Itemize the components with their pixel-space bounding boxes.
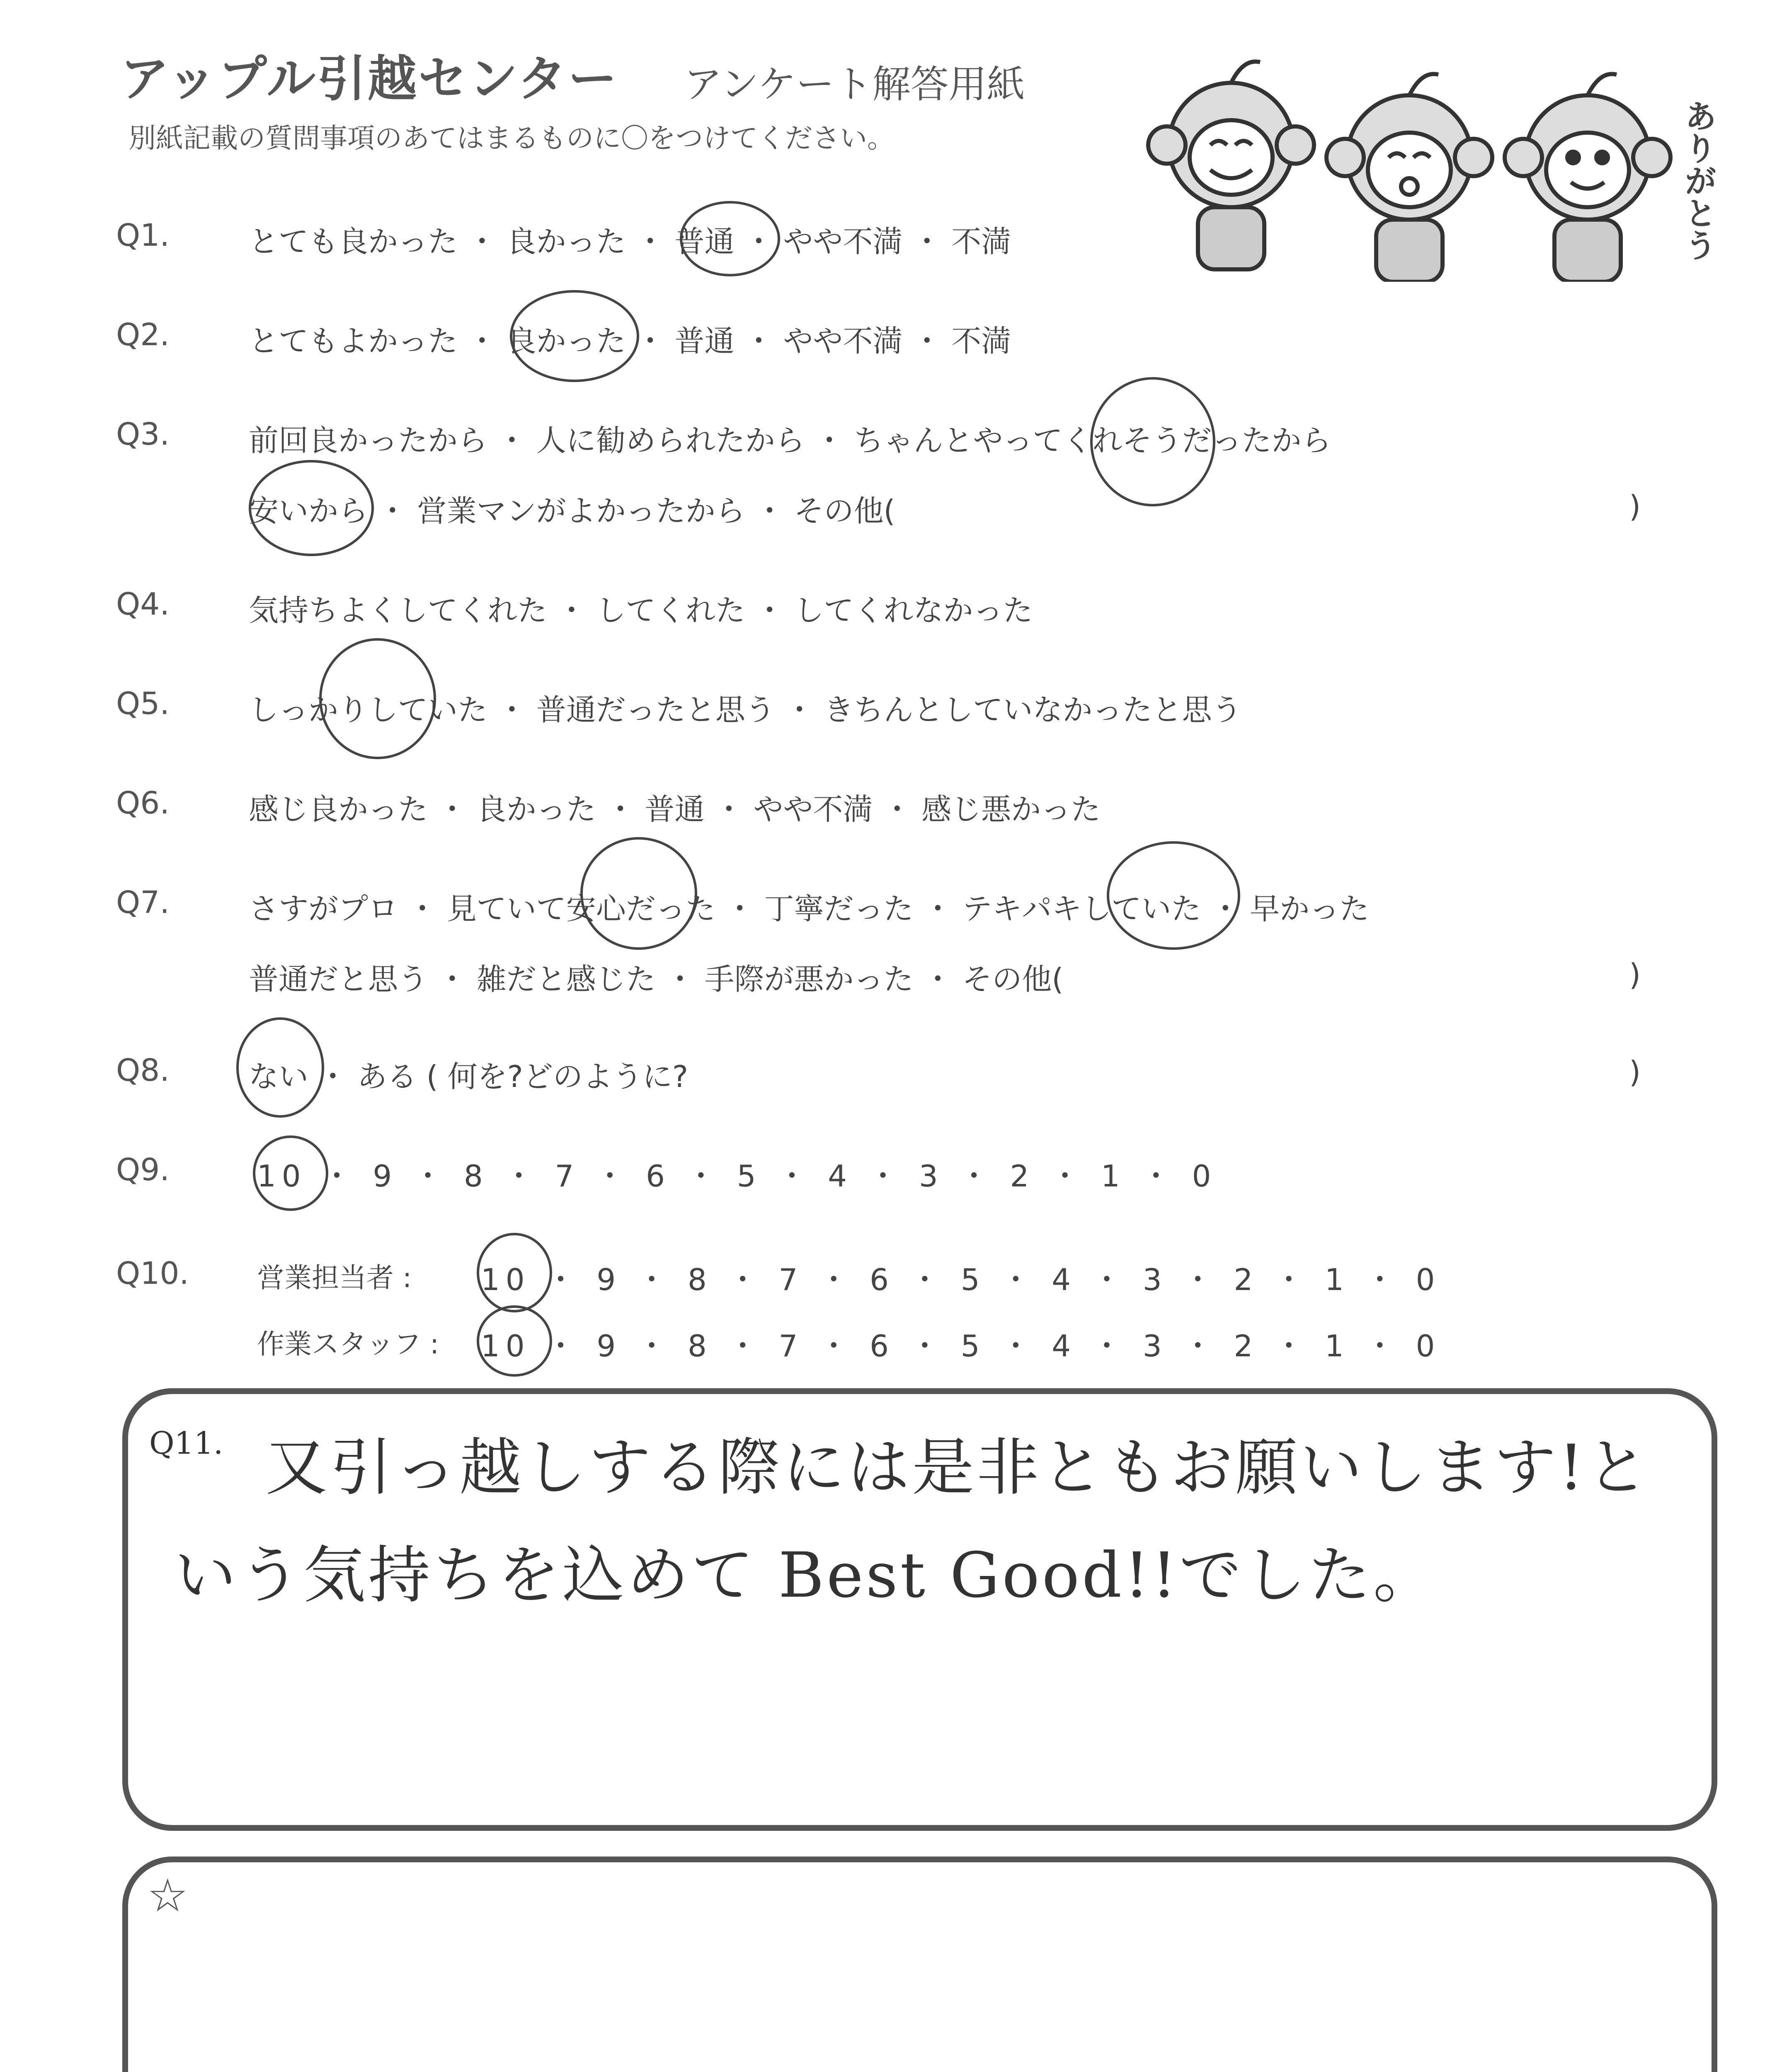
q2-number: Q2. (116, 317, 170, 353)
q3-number: Q3. (116, 416, 170, 452)
q11-answer-line1: 又引っ越しする際には是非ともお願いします!と (265, 1432, 1651, 1504)
q7-answer-circle-1 (580, 837, 697, 950)
company-title: アップル引越センター (120, 50, 619, 107)
free-comment-box[interactable] (122, 1857, 1717, 2072)
q3-answer-circle-1 (1090, 377, 1215, 506)
q9-scale[interactable]: 10 ・ 9 ・ 8 ・ 7 ・ 6 ・ 5 ・ 4 ・ 3 ・ 2 ・ 1 ・ 0 (257, 1159, 1217, 1193)
q1-answer-circle (680, 201, 780, 276)
q11-number: Q11. (149, 1426, 223, 1461)
form-title: アンケート解答用紙 (684, 62, 1025, 107)
mascot-caption: ありがとう (1679, 99, 1717, 261)
q10-sales-scale[interactable]: 10 ・ 9 ・ 8 ・ 7 ・ 6 ・ 5 ・ 4 ・ 3 ・ 2 ・ 1 ・ 0 (481, 1262, 1441, 1297)
q5-number: Q5. (116, 686, 170, 721)
q10-sales-label: 営業担当者 : (257, 1262, 412, 1294)
q7-answer-circle-2 (1107, 841, 1240, 950)
q10-staff-scale[interactable]: 10 ・ 9 ・ 8 ・ 7 ・ 6 ・ 5 ・ 4 ・ 3 ・ 2 ・ 1 ・ 0 (481, 1329, 1441, 1363)
q5-options[interactable]: しっかりしていた ・ 普通だったと思う ・ きちんとしていなかったと思う (249, 692, 1242, 727)
q8-number: Q8. (116, 1053, 170, 1088)
instruction-text: 別紙記載の質問事項のあてはまるものに〇をつけてください。 (128, 122, 895, 154)
q4-number: Q4. (116, 586, 170, 622)
q4-options[interactable]: 気持ちよくしてくれた ・ してくれた ・ してくれなかった (249, 593, 1033, 628)
q10-number: Q10. (116, 1256, 189, 1291)
monkey-2-icon (1326, 74, 1492, 282)
q8-options[interactable]: ない ・ ある ( 何を?どのように? (249, 1059, 689, 1094)
q2-answer-circle (510, 290, 639, 382)
q7-options-line2[interactable]: 普通だと思う ・ 雑だと感じた ・ 手際が悪かった ・ その他( (249, 962, 1064, 997)
q3-options-line2[interactable]: 安いから ・ 営業マンがよかったから ・ その他( (249, 494, 895, 528)
q5-answer-circle (319, 638, 436, 759)
q6-options[interactable]: 感じ良かった ・ 良かった ・ 普通 ・ やや不満 ・ 感じ悪かった (249, 792, 1101, 827)
q8-close-paren: ) (1629, 1055, 1641, 1089)
star-icon: ☆ (147, 1869, 188, 1922)
q3-answer-circle-2 (249, 460, 374, 556)
q2-options[interactable]: とてもよかった ・ 良かった ・ 普通 ・ やや不満 ・ 不満 (249, 324, 1011, 358)
q10-staff-label: 作業スタッフ : (257, 1328, 439, 1360)
q10-staff-answer-circle (477, 1305, 552, 1377)
q6-number: Q6. (116, 785, 170, 821)
q10-sales-answer-circle (477, 1233, 552, 1312)
q9-answer-circle (253, 1135, 328, 1211)
q1-options[interactable]: とても良かった ・ 良かった ・ 普通 ・ やや不満 ・ 不満 (249, 224, 1011, 259)
q7-number: Q7. (116, 885, 170, 920)
q9-number: Q9. (116, 1152, 170, 1188)
q3-options-line1[interactable]: 前回良かったから ・ 人に勧められたから ・ ちゃんとやってくれそうだったから (249, 423, 1331, 458)
monkey-3-icon (1505, 74, 1670, 282)
q11-answer-line2: いう気持ちを込めて Best Good!!でした。 (174, 1539, 1438, 1612)
q7-options-line1[interactable]: さすがプロ ・ 見ていて安心だった ・ 丁寧だった ・ テキパキしていた ・ 早かった (249, 891, 1370, 926)
q8-answer-circle (236, 1017, 324, 1118)
q7-close-paren: ) (1629, 957, 1641, 992)
q3-close-paren: ) (1629, 489, 1641, 524)
q1-number: Q1. (116, 218, 170, 253)
mascot-illustration (1136, 50, 1716, 282)
monkey-1-icon (1148, 62, 1314, 269)
